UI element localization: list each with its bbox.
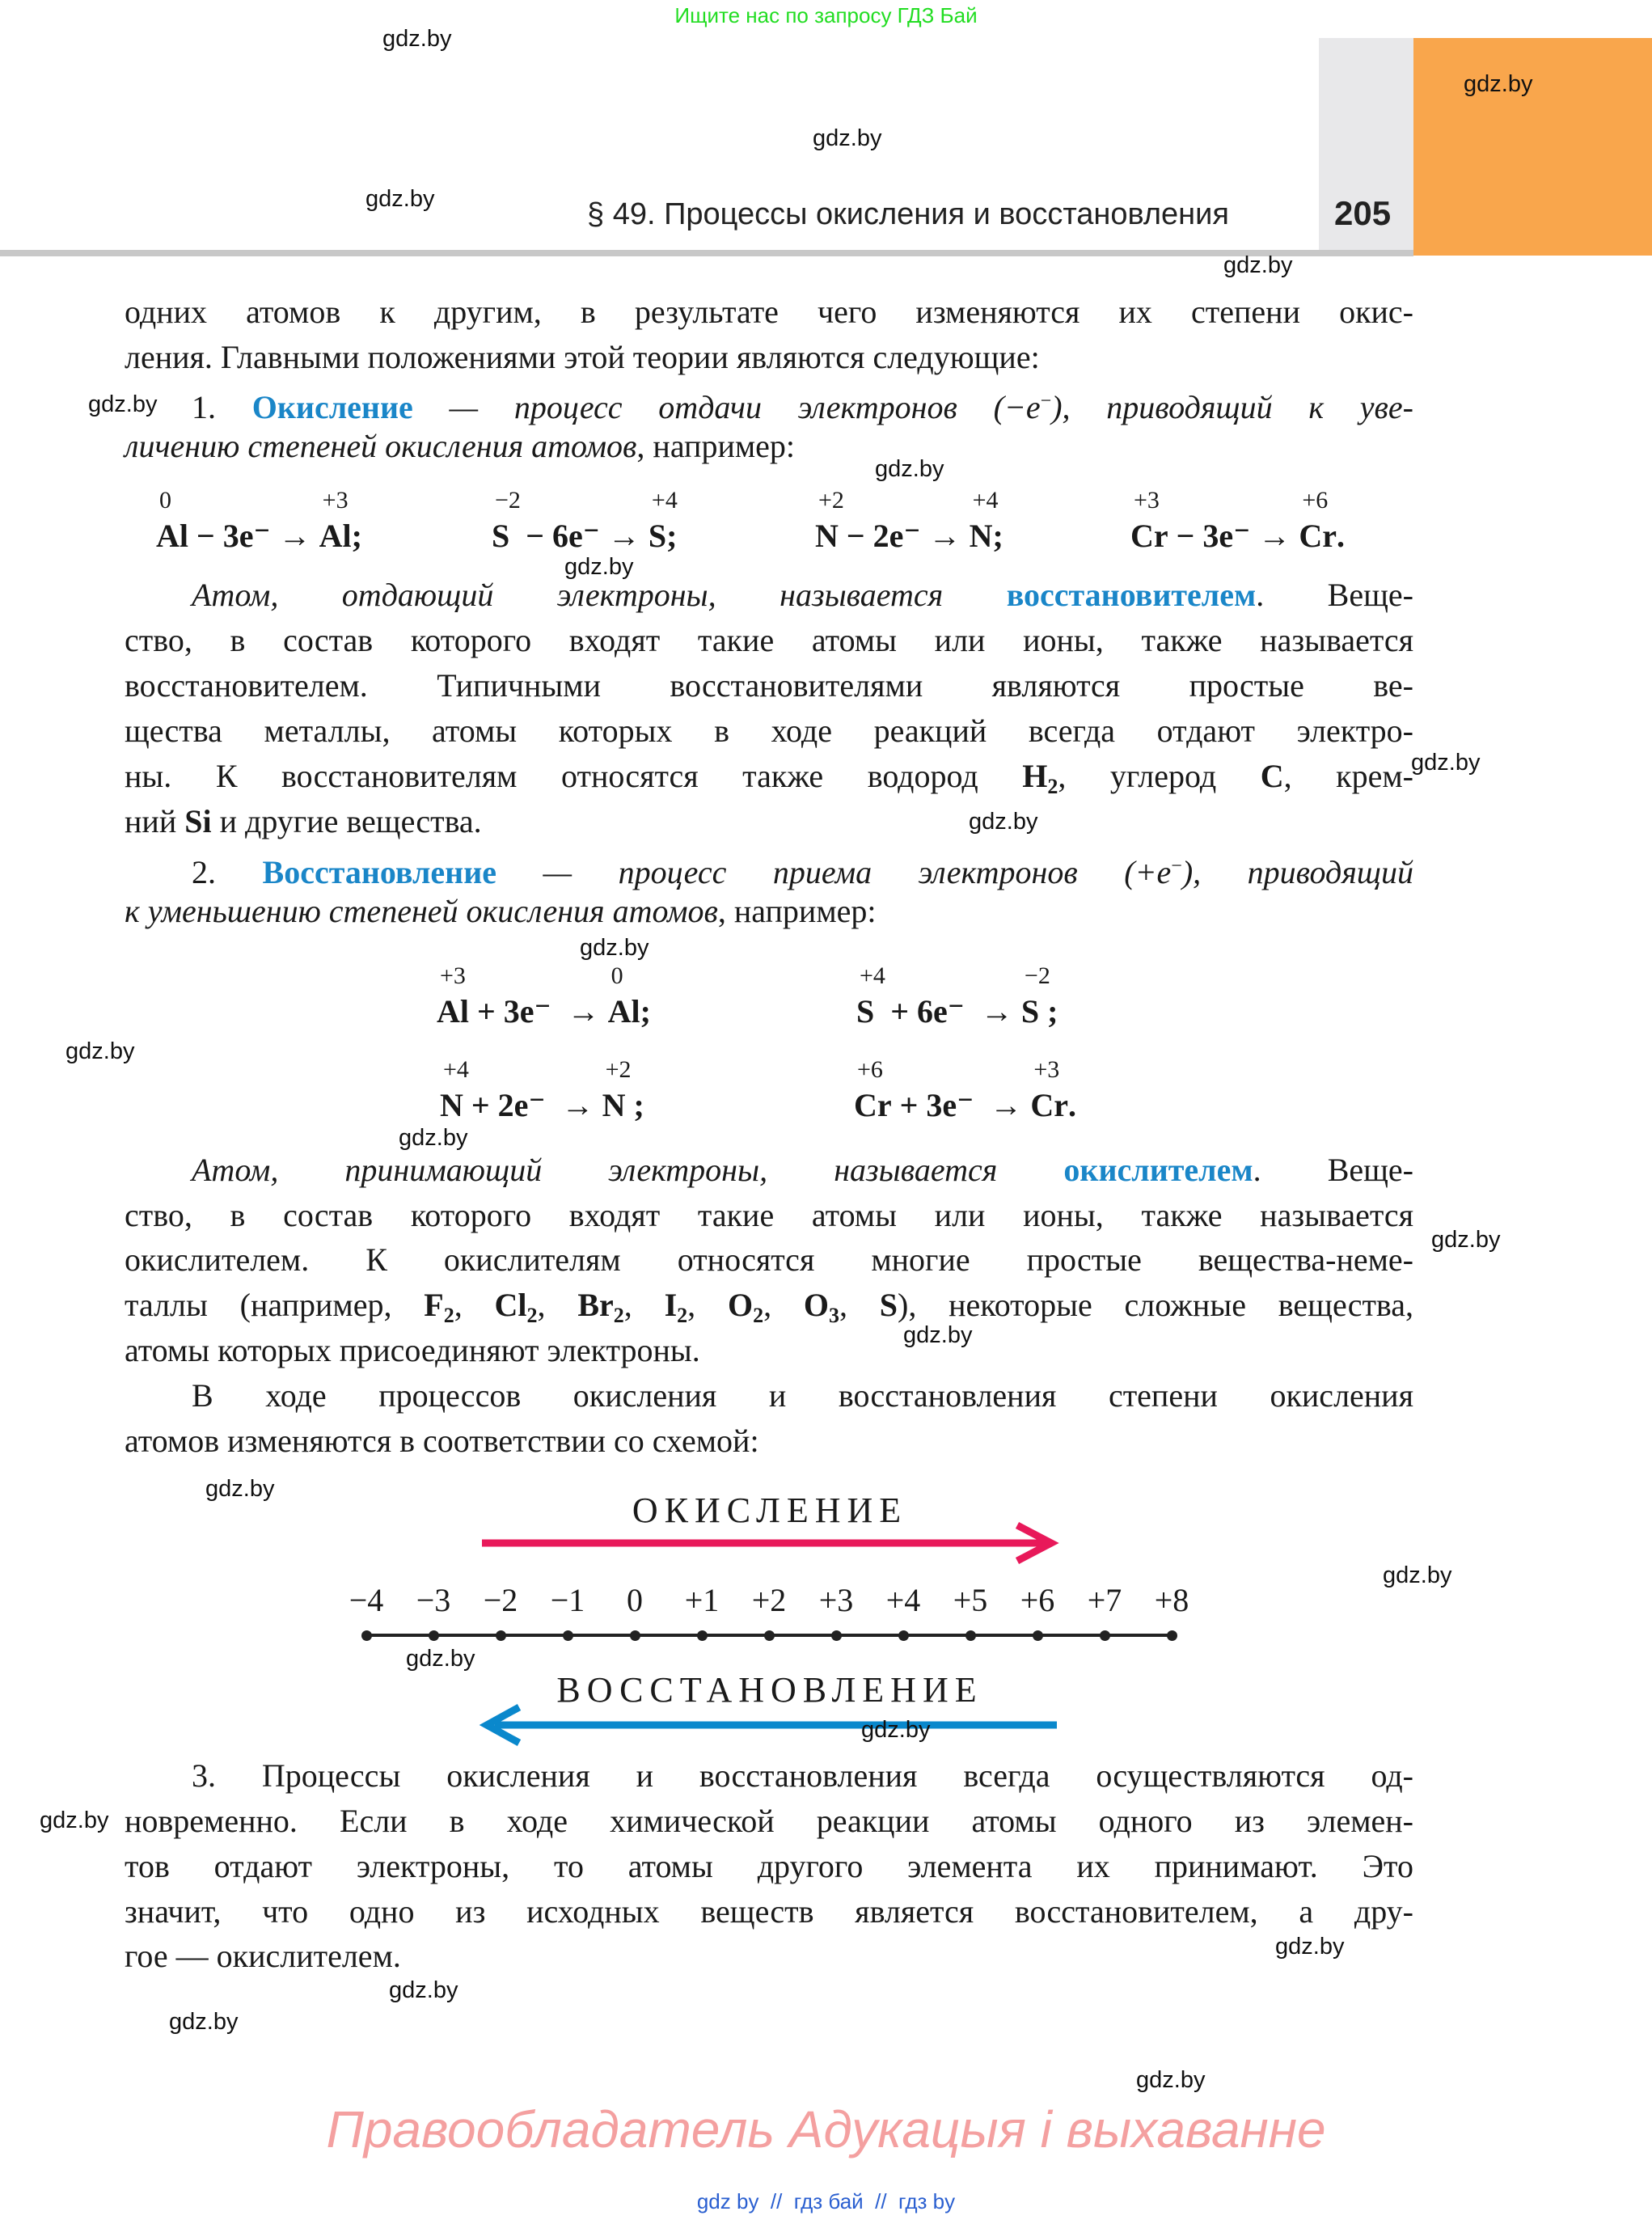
text-segment: ), приводящий (1181, 854, 1414, 890)
oxidation-state: −2 (495, 487, 521, 514)
scale-label: +1 (684, 1582, 720, 1618)
scale-point (496, 1630, 506, 1641)
scale-label: −4 (349, 1582, 384, 1618)
element-label: S (856, 993, 875, 1030)
text-segment: Атом, отдающий электроны, называется (192, 577, 1007, 613)
text-segment: — процесс отдачи электронов (−e (412, 389, 1041, 425)
text-segment: 2. (192, 854, 263, 890)
text-segment: тов отдают электроны, то атомы другого элемента их принимают. Это (125, 1848, 1413, 1884)
oxidation-state: +3 (1134, 487, 1160, 514)
text-segment: H (1022, 758, 1048, 794)
text-segment: − (1040, 391, 1052, 412)
watermark: gdz.by (1275, 1934, 1345, 1960)
text-segment: окислителем. К окислителям относятся многие простые вещества-неме- (125, 1241, 1413, 1278)
page-number: 205 (1334, 194, 1392, 232)
oxidation-state: +4 (972, 487, 999, 514)
punctuation: ; (640, 993, 651, 1030)
text-segment: ний (125, 803, 185, 839)
oxidation-state: +6 (1302, 487, 1329, 514)
text-segment: . Веще- (1253, 1152, 1413, 1188)
element-label: N (969, 518, 993, 554)
watermark: gdz.by (1136, 2067, 1206, 2093)
text-segment: одних атомов к другим, в результате чего изменяются их степени окис- (125, 294, 1413, 330)
watermark: gdz.by (1223, 252, 1293, 278)
scale-point (361, 1630, 372, 1641)
watermark: gdz.by (1383, 1562, 1452, 1588)
electron-transfer: + 6e⁻ → (874, 993, 1021, 1030)
oxidation-state: +4 (443, 1056, 469, 1083)
watermark: gdz.by (406, 1646, 475, 1672)
oxidation-state: 0 (159, 487, 171, 514)
electron-transfer: − 3e⁻ → (188, 518, 319, 554)
oxidation-state: +4 (860, 962, 885, 989)
text-segment: Атом, принимающий электроны, называется (192, 1152, 1064, 1188)
text-segment: 2 (443, 1304, 454, 1327)
scale-label: 0 (627, 1582, 643, 1618)
text-segment: Si (184, 803, 212, 839)
punctuation: ; (625, 1087, 644, 1123)
text-segment: , углерод (1058, 758, 1261, 794)
reduction-label: ВОССТАНОВЛЕНИЕ (556, 1670, 983, 1710)
text-segment: 2 (526, 1304, 538, 1327)
scale-point (898, 1630, 909, 1641)
watermark: gdz.by (382, 26, 452, 52)
text-segment: O (727, 1287, 754, 1323)
scale-point (630, 1630, 640, 1641)
electron-transfer: + 2e⁻ → (463, 1087, 602, 1123)
text-segment: новременно. Если в ходе химической реакции атомы одного из элемен- (125, 1803, 1413, 1839)
text-segment: , (687, 1287, 728, 1323)
reduction-arrow (487, 1707, 1057, 1743)
scale-point (563, 1630, 573, 1641)
punctuation: ; (1039, 993, 1058, 1030)
text-segment: ), приводящий к уве- (1051, 389, 1413, 425)
oxidation-state: −2 (1024, 962, 1050, 989)
element-label: Al (607, 993, 640, 1030)
text-segment: , (839, 1287, 880, 1323)
page-title: § 49. Процессы окисления и восстановления (587, 197, 1229, 231)
scale-point (1033, 1630, 1043, 1641)
text-segment: F (424, 1287, 444, 1323)
text-segment: , (623, 1287, 665, 1323)
scale-point (965, 1630, 976, 1641)
watermark: gdz.by (1431, 1227, 1501, 1253)
oxidation-state: +4 (651, 487, 678, 514)
text-segment: , например: (717, 893, 877, 929)
punctuation: ; (351, 518, 362, 554)
watermark: gdz.by (399, 1125, 468, 1151)
text-segment: I (664, 1287, 678, 1323)
scale-label: +7 (1087, 1582, 1122, 1618)
scale-point (831, 1630, 842, 1641)
watermark: gdz.by (365, 186, 435, 212)
text-segment: . Веще- (1256, 577, 1413, 613)
watermark: gdz.by (1464, 71, 1533, 97)
text-segment: ство, в состав которого входят такие атомы или ионы, также называется (125, 1197, 1413, 1233)
scale-point (764, 1630, 775, 1641)
watermark: gdz.by (1411, 750, 1481, 776)
text-segment: , например: (636, 428, 796, 464)
text-segment: личению степеней окисления атомов (125, 428, 637, 464)
element-label: Al (319, 518, 352, 554)
element-label: S (1020, 993, 1040, 1030)
scale-label: +3 (818, 1582, 854, 1618)
punctuation: ; (666, 518, 678, 554)
text-segment: , (763, 1287, 804, 1323)
oxidation-arrow (482, 1525, 1051, 1561)
electron-transfer: + 3e⁻ → (469, 993, 608, 1030)
watermark: gdz.by (40, 1808, 109, 1833)
key-term: Восстановление (262, 854, 497, 890)
punctuation: . (1336, 518, 1345, 554)
oxidation-state: 0 (611, 962, 623, 989)
oxidation-state: +6 (857, 1056, 883, 1083)
text-segment: C (1260, 758, 1284, 794)
electron-transfer: + 3e⁻ → (891, 1087, 1031, 1123)
element-label: Al (437, 993, 469, 1030)
text-segment: и другие вещества. (211, 803, 482, 839)
text-segment: , (454, 1287, 495, 1323)
scale-label: +5 (953, 1582, 988, 1618)
oxidation-state: +2 (605, 1056, 632, 1083)
electron-transfer: − 6e⁻ → (509, 518, 649, 554)
watermark: gdz.by (564, 554, 634, 580)
element-label: S (648, 518, 667, 554)
text-segment: щества металлы, атомы которых в ходе реакций всегда отдают электро- (125, 712, 1413, 749)
text-segment: атомов изменяются в соответствии со схемой: (125, 1423, 759, 1459)
text-segment: 3. Процессы окисления и восстановления всегда осуществляются од- (192, 1757, 1413, 1794)
watermark: gdz.by (861, 1717, 931, 1743)
text-segment: ), некоторые сложные вещества, (898, 1287, 1414, 1323)
text-segment: O (803, 1287, 829, 1323)
key-term: Окисление (251, 389, 413, 425)
scale-label: −3 (416, 1582, 451, 1618)
element-label: N (440, 1087, 463, 1123)
element-label: Cr (1299, 518, 1337, 554)
element-label: Cr (1030, 1087, 1068, 1123)
scale-label: +6 (1020, 1582, 1055, 1618)
text-segment: атомы которых присоединяют электроны. (125, 1332, 700, 1368)
text-segment: Cl (494, 1287, 527, 1323)
text-segment: 2 (753, 1304, 764, 1327)
text-segment: к уменьшению степеней окисления атомов (125, 893, 718, 929)
key-term: восстановителем (1006, 577, 1257, 613)
text-segment: S (879, 1287, 898, 1323)
element-label: Cr (854, 1087, 892, 1123)
scale-point (1167, 1630, 1177, 1641)
scale-label: +2 (751, 1582, 787, 1618)
oxidation-label: ОКИСЛЕНИЕ (632, 1490, 908, 1530)
oxidation-state: +3 (1033, 1056, 1060, 1083)
element-label: Cr (1130, 518, 1168, 554)
key-term: окислителем (1063, 1152, 1253, 1188)
text-segment: — процесс приема электронов (+e (496, 854, 1172, 890)
bottom-links[interactable]: gdz by // гдз бай // гдз by (696, 2189, 956, 2213)
text-segment: ство, в состав которого входят такие атомы или ионы, также называется (125, 622, 1413, 658)
scale-point (697, 1630, 708, 1641)
electron-transfer: − 3e⁻ → (1168, 518, 1299, 554)
punctuation: ; (992, 518, 1003, 554)
text-segment: , (537, 1287, 578, 1323)
text-segment: гое — окислителем. (125, 1938, 401, 1974)
punctuation: . (1067, 1087, 1076, 1123)
text-segment: ления. Главными положениями этой теории являются следующие: (125, 339, 1040, 375)
oxidation-state: +3 (322, 487, 349, 514)
oxidation-state: +2 (818, 487, 844, 514)
text-segment: восстановителем. Типичными восстановителями являются простые ве- (125, 667, 1413, 704)
text-segment: 2 (677, 1304, 688, 1327)
element-label: N (602, 1087, 626, 1123)
element-label: Al (156, 518, 188, 554)
watermark: gdz.by (580, 935, 649, 961)
copyright-footer: Правообладатель Адукацыя і выхаванне (326, 2100, 1326, 2158)
scale-label: +4 (885, 1582, 921, 1618)
watermark: gdz.by (88, 391, 158, 417)
text-segment: В ходе процессов окисления и восстановления степени окисления (192, 1377, 1413, 1414)
text-segment: ны. К восстановителям относятся также водород (125, 758, 1023, 794)
text-segment: 3 (828, 1304, 839, 1327)
electron-transfer: − 2e⁻ → (838, 518, 970, 554)
text-segment: 2 (1047, 775, 1058, 798)
scale-label: −2 (483, 1582, 518, 1618)
scale-label: +8 (1154, 1582, 1189, 1618)
text-segment: таллы (например, (125, 1287, 425, 1323)
oxidation-state: +3 (440, 962, 466, 989)
watermark: gdz.by (65, 1038, 135, 1064)
text-segment: 1. (192, 389, 252, 425)
watermark: gdz.by (875, 456, 944, 482)
scale-label: −1 (550, 1582, 585, 1618)
text-segment: значит, что одно из исходных веществ является восстановителем, а дру- (125, 1893, 1413, 1930)
text-segment: , крем- (1283, 758, 1413, 794)
text-segment: − (1171, 856, 1182, 877)
search-hint: Ищите нас по запросу ГДЗ Бай (674, 3, 978, 27)
watermark: gdz.by (389, 1977, 458, 2003)
text-segment: Br (577, 1287, 614, 1323)
watermark: gdz.by (903, 1322, 973, 1348)
watermark: gdz.by (205, 1476, 275, 1502)
watermark: gdz.by (813, 125, 882, 151)
element-label: S (492, 518, 510, 554)
watermark: gdz.by (969, 809, 1038, 835)
element-label: N (815, 518, 839, 554)
scale-point (1100, 1630, 1110, 1641)
scale-point (429, 1630, 439, 1641)
watermark: gdz.by (169, 2009, 239, 2035)
text-segment: 2 (613, 1304, 624, 1327)
